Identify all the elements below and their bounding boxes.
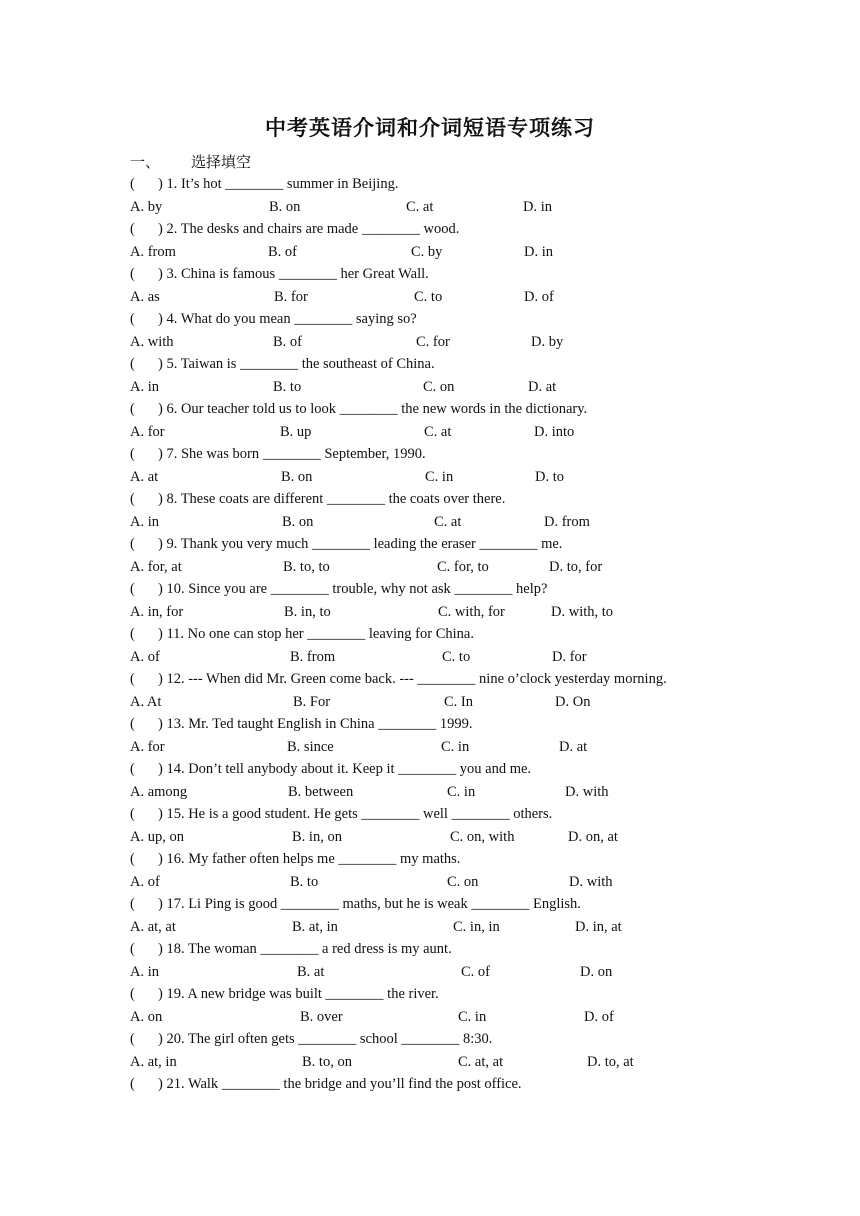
option-b: B. to xyxy=(290,874,319,890)
option-c: C. for xyxy=(416,334,450,350)
option-row xyxy=(130,691,740,713)
question-text: ) 1. It’s hot ________ summer in Beijing. xyxy=(158,176,399,192)
option-b: B. between xyxy=(288,784,354,800)
option-row xyxy=(130,556,740,578)
option-c: C. on xyxy=(447,874,479,890)
option-row xyxy=(130,511,740,533)
answer-blank: ( xyxy=(130,491,135,507)
question-text: ) 14. Don’t tell anybody about it. Keep it ________ you and me. xyxy=(158,761,532,777)
option-b: B. since xyxy=(287,739,334,755)
option-row xyxy=(130,736,740,758)
question-stem xyxy=(130,848,460,870)
answer-blank: ( xyxy=(130,1031,135,1047)
option-b: B. at xyxy=(297,964,325,980)
option-c: C. to xyxy=(414,289,443,305)
question-item xyxy=(130,803,740,848)
question-stem xyxy=(130,443,426,465)
option-row xyxy=(130,646,740,668)
option-row xyxy=(130,1006,740,1028)
option-c: C. in xyxy=(425,469,454,485)
answer-blank: ( xyxy=(130,581,135,597)
option-c: C. in xyxy=(441,739,470,755)
question-stem xyxy=(130,488,505,510)
option-d: D. of xyxy=(524,289,554,305)
option-row xyxy=(130,421,740,443)
question-text: ) 10. Since you are ________ trouble, why not ask ________ help? xyxy=(158,581,548,597)
option-c: C. In xyxy=(444,694,473,710)
option-c: C. of xyxy=(461,964,490,980)
question-item xyxy=(130,938,740,983)
question-text: ) 4. What do you mean ________ saying so? xyxy=(158,311,417,327)
option-a: A. for xyxy=(130,424,165,440)
question-text: ) 8. These coats are different ________ the coats over there. xyxy=(158,491,506,507)
question-stem xyxy=(130,623,474,645)
question-item xyxy=(130,308,740,353)
answer-blank: ( xyxy=(130,716,135,732)
option-b: B. on xyxy=(269,199,301,215)
question-stem xyxy=(130,1028,492,1050)
option-a: A. from xyxy=(130,244,176,260)
question-text: ) 18. The woman ________ a red dress is my aunt. xyxy=(158,941,452,957)
answer-blank: ( xyxy=(130,626,135,642)
option-b: B. on xyxy=(281,469,313,485)
question-text: ) 6. Our teacher told us to look ________ the new words in the dictionary. xyxy=(158,401,588,417)
option-c: C. at xyxy=(434,514,462,530)
question-item xyxy=(130,1073,740,1118)
question-text: ) 20. The girl often gets ________ school ________ 8:30. xyxy=(158,1031,493,1047)
option-a: A. of xyxy=(130,649,160,665)
question-item xyxy=(130,218,740,263)
option-row xyxy=(130,376,740,398)
answer-blank: ( xyxy=(130,851,135,867)
option-a: A. among xyxy=(130,784,188,800)
question-text: ) 19. A new bridge was built ________ the river. xyxy=(158,986,439,1002)
option-d: D. to, at xyxy=(587,1054,634,1070)
question-item xyxy=(130,173,740,218)
option-d: D. with xyxy=(565,784,609,800)
option-row xyxy=(130,241,740,263)
option-a: A. for, at xyxy=(130,559,182,575)
question-item xyxy=(130,758,740,803)
question-text: ) 13. Mr. Ted taught English in China ________ 1999. xyxy=(158,716,473,732)
option-c: C. in xyxy=(447,784,476,800)
question-text: ) 12. --- When did Mr. Green come back. --- ________ nine o’clock yesterday morning. xyxy=(158,671,667,687)
answer-blank: ( xyxy=(130,176,135,192)
question-stem xyxy=(130,713,472,735)
question-item xyxy=(130,578,740,623)
question-item xyxy=(130,533,740,578)
question-text: ) 21. Walk ________ the bridge and you’ll find the post office. xyxy=(158,1076,522,1092)
option-row xyxy=(130,871,740,893)
option-d: D. in, at xyxy=(575,919,622,935)
question-item xyxy=(130,668,740,713)
question-stem xyxy=(130,758,531,780)
question-item xyxy=(130,983,740,1028)
option-row xyxy=(130,781,740,803)
option-row xyxy=(130,601,740,623)
question-text: ) 16. My father often helps me ________ my maths. xyxy=(158,851,461,867)
question-item xyxy=(130,1028,740,1073)
answer-blank: ( xyxy=(130,761,135,777)
question-item xyxy=(130,623,740,668)
question-stem xyxy=(130,218,459,240)
question-stem xyxy=(130,983,439,1005)
option-d: D. on, at xyxy=(568,829,618,845)
section-heading xyxy=(130,151,251,172)
question-stem xyxy=(130,533,562,555)
option-row xyxy=(130,916,740,938)
answer-blank: ( xyxy=(130,401,135,417)
page-title: 中考英语介词和介词短语专项练习 xyxy=(265,116,595,140)
option-d: D. on xyxy=(580,964,613,980)
option-c: C. in, in xyxy=(453,919,500,935)
question-text: ) 9. Thank you very much ________ leading the eraser ________ me. xyxy=(158,536,563,552)
section-number: 一、 xyxy=(130,153,161,171)
question-stem xyxy=(130,308,417,330)
answer-blank: ( xyxy=(130,446,135,462)
option-b: B. of xyxy=(268,244,297,260)
question-item xyxy=(130,713,740,758)
option-a: A. as xyxy=(130,289,160,305)
option-c: C. with, for xyxy=(438,604,505,620)
question-stem xyxy=(130,1073,522,1095)
question-stem xyxy=(130,938,452,960)
option-a: A. on xyxy=(130,1009,163,1025)
option-b: B. to xyxy=(273,379,302,395)
option-row xyxy=(130,331,740,353)
question-stem xyxy=(130,398,587,420)
option-a: A. with xyxy=(130,334,174,350)
option-d: D. for xyxy=(552,649,587,665)
question-item xyxy=(130,263,740,308)
question-text: ) 15. He is a good student. He gets ________ well ________ others. xyxy=(158,806,553,822)
question-item xyxy=(130,893,740,938)
question-stem xyxy=(130,668,667,690)
option-c: C. on, with xyxy=(450,829,515,845)
option-a: A. in xyxy=(130,514,159,530)
option-b: B. in, to xyxy=(284,604,331,620)
option-b: B. from xyxy=(290,649,336,665)
question-text: ) 17. Li Ping is good ________ maths, but he is weak ________ English. xyxy=(158,896,581,912)
option-c: C. to xyxy=(442,649,471,665)
option-a: A. at, in xyxy=(130,1054,177,1070)
question-stem xyxy=(130,893,581,915)
answer-blank: ( xyxy=(130,536,135,552)
option-d: D. with xyxy=(569,874,613,890)
option-d: D. of xyxy=(584,1009,614,1025)
question-stem xyxy=(130,353,435,375)
option-row xyxy=(130,466,740,488)
answer-blank: ( xyxy=(130,221,135,237)
section-label: 选择填空 xyxy=(191,153,252,171)
option-a: A. in xyxy=(130,379,159,395)
option-row xyxy=(130,196,740,218)
question-item xyxy=(130,353,740,398)
option-b: B. over xyxy=(300,1009,343,1025)
option-b: B. at, in xyxy=(292,919,338,935)
option-d: D. to xyxy=(535,469,564,485)
answer-blank: ( xyxy=(130,896,135,912)
question-item xyxy=(130,398,740,443)
question-text: ) 11. No one can stop her ________ leaving for China. xyxy=(158,626,474,642)
option-b: B. For xyxy=(293,694,331,710)
answer-blank: ( xyxy=(130,311,135,327)
option-a: A. of xyxy=(130,874,160,890)
option-b: B. to, on xyxy=(302,1054,352,1070)
option-b: B. to, to xyxy=(283,559,330,575)
option-a: A. in, for xyxy=(130,604,184,620)
option-a: A. at, at xyxy=(130,919,176,935)
question-text: ) 2. The desks and chairs are made ________ wood. xyxy=(158,221,460,237)
option-b: B. of xyxy=(273,334,302,350)
option-a: A. At xyxy=(130,694,162,710)
answer-blank: ( xyxy=(130,986,135,1002)
option-d: D. On xyxy=(555,694,591,710)
option-b: B. for xyxy=(274,289,308,305)
option-row xyxy=(130,826,740,848)
answer-blank: ( xyxy=(130,1076,135,1092)
option-d: D. in xyxy=(524,244,553,260)
option-row xyxy=(130,1051,740,1073)
option-c: C. at xyxy=(424,424,452,440)
option-a: A. at xyxy=(130,469,159,485)
answer-blank: ( xyxy=(130,671,135,687)
option-row xyxy=(130,286,740,308)
answer-blank: ( xyxy=(130,806,135,822)
option-c: C. by xyxy=(411,244,443,260)
option-d: D. with, to xyxy=(551,604,614,620)
question-list xyxy=(130,173,740,1118)
option-a: A. by xyxy=(130,199,163,215)
answer-blank: ( xyxy=(130,941,135,957)
option-a: A. up, on xyxy=(130,829,184,845)
option-d: D. at xyxy=(528,379,557,395)
option-c: C. on xyxy=(423,379,455,395)
option-d: D. by xyxy=(531,334,564,350)
question-text: ) 7. She was born ________ September, 1990. xyxy=(158,446,426,462)
question-stem xyxy=(130,173,398,195)
question-text: ) 3. China is famous ________ her Great Wall. xyxy=(158,266,429,282)
option-d: D. into xyxy=(534,424,575,440)
answer-blank: ( xyxy=(130,356,135,372)
option-b: B. on xyxy=(282,514,314,530)
option-c: C. at xyxy=(406,199,434,215)
question-item xyxy=(130,443,740,488)
answer-blank: ( xyxy=(130,266,135,282)
option-d: D. in xyxy=(523,199,552,215)
question-text: ) 5. Taiwan is ________ the southeast of China. xyxy=(158,356,435,372)
option-c: C. for, to xyxy=(437,559,489,575)
option-b: B. up xyxy=(280,424,312,440)
option-b: B. in, on xyxy=(292,829,342,845)
option-d: D. at xyxy=(559,739,588,755)
question-item xyxy=(130,848,740,893)
question-stem xyxy=(130,803,552,825)
option-c: C. at, at xyxy=(458,1054,504,1070)
option-a: A. for xyxy=(130,739,165,755)
option-d: D. to, for xyxy=(549,559,603,575)
option-c: C. in xyxy=(458,1009,487,1025)
question-stem xyxy=(130,263,429,285)
question-stem xyxy=(130,578,547,600)
option-a: A. in xyxy=(130,964,159,980)
option-d: D. from xyxy=(544,514,590,530)
question-item xyxy=(130,488,740,533)
option-row xyxy=(130,961,740,983)
